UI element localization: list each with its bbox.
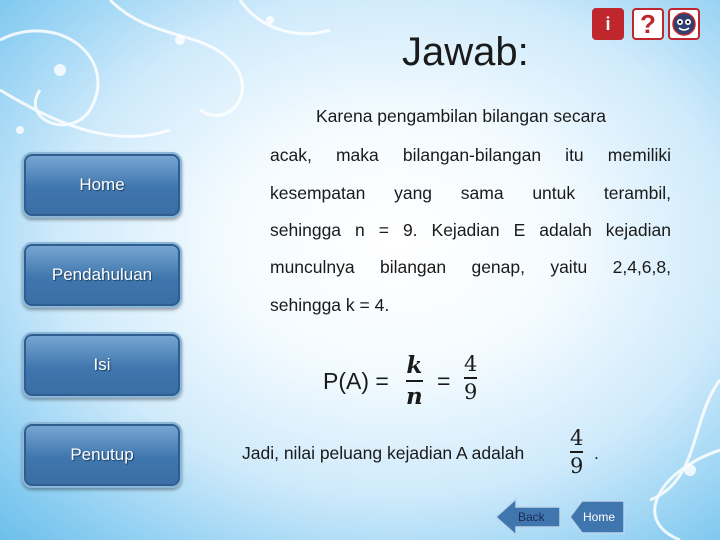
sidebar-item-label: Isi	[93, 355, 111, 374]
fraction-numerator: 4	[570, 426, 584, 450]
fraction-denominator: n	[406, 382, 423, 410]
page-title: Jawab:	[402, 30, 529, 74]
sidebar-item-penutup[interactable]	[22, 422, 182, 488]
fraction-4-over-9	[464, 352, 477, 404]
fraction-numerator: 4	[464, 352, 478, 376]
sidebar-item-label: Pendahuluan	[51, 265, 153, 284]
answer-line: sehingga n = 9. Kejadian E adalah kejadian	[270, 220, 671, 240]
fraction-numerator: k	[406, 352, 423, 379]
fraction-result	[570, 426, 583, 478]
sidebar-item-label: Home	[79, 175, 125, 194]
answer-line: kesempatan yang sama untuk terambil,	[270, 183, 671, 203]
fraction-bar	[464, 377, 477, 379]
home-button-label: Home	[583, 510, 616, 524]
answer-line: munculnya bilangan genap, yaitu 2,4,6,8,	[270, 257, 671, 277]
conclusion-text: Jadi, nilai peluang kejadian A adalah	[242, 443, 525, 463]
back-button-label: Back	[518, 510, 545, 524]
back-button[interactable]	[494, 497, 564, 537]
answer-line: sehingga k = 4.	[270, 295, 390, 315]
home-button[interactable]	[568, 497, 628, 537]
formula-equals: =	[437, 368, 451, 394]
sidebar-item-label: Penutup	[70, 445, 134, 464]
fraction-denominator: 9	[570, 453, 584, 478]
sidebar-item-isi[interactable]	[22, 332, 182, 398]
face-icon	[671, 11, 697, 37]
exit-icon[interactable]	[668, 8, 700, 40]
conclusion-period: .	[594, 443, 599, 463]
fraction-k-over-n	[406, 352, 423, 410]
formula-lhs: P(A) =	[323, 368, 389, 394]
info-icon[interactable]	[592, 8, 624, 40]
help-icon-glyph: ?	[640, 8, 656, 39]
answer-line: Karena pengambilan bilangan secara	[316, 106, 606, 126]
fraction-denominator: 9	[464, 379, 478, 404]
sidebar-item-pendahuluan[interactable]	[22, 242, 182, 308]
help-icon[interactable]	[632, 8, 664, 40]
info-icon-glyph: i	[605, 13, 611, 34]
sidebar-item-home[interactable]	[22, 152, 182, 218]
fraction-bar	[406, 380, 423, 382]
answer-line: acak, maka bilangan-bilangan itu memiliki	[270, 145, 671, 165]
fraction-bar	[570, 451, 583, 453]
